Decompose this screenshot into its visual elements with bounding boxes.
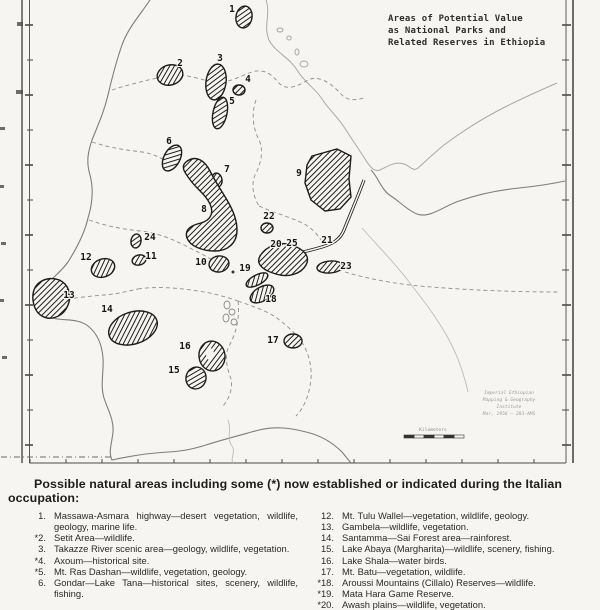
svg-text:Imperial Ethiopian: Imperial Ethiopian (484, 391, 534, 396)
area-number-24: 24 (144, 232, 156, 243)
legend-item-number: 6. (38, 576, 46, 588)
legend-section (0, 470, 600, 610)
legend-item-number: 3. (38, 543, 46, 555)
area-number-11: 11 (145, 251, 157, 262)
legend-item (12, 577, 298, 599)
legend-item-text: Awash plains—wildlife, vegetation. (342, 599, 486, 610)
legend-item (300, 588, 588, 599)
svg-text:as National Parks and: as National Parks and (388, 26, 506, 36)
area-number-23: 23 (340, 261, 352, 272)
legend-item-text: Axoum—historical site. (54, 554, 150, 566)
area-number-6: 6 (166, 136, 172, 147)
area-number-12: 12 (80, 252, 92, 263)
area-number-3: 3 (217, 53, 223, 64)
area-number-5: 5 (229, 96, 235, 107)
svg-text:Kilometers: Kilometers (419, 428, 447, 433)
legend-item-text: Aroussi Mountains (Cillalo) Reserves—wildlife. (342, 576, 536, 588)
area-number-19: 19 (239, 263, 251, 274)
area-number-18: 18 (265, 294, 277, 305)
area-number-22: 22 (263, 211, 275, 222)
legend-item-number: 15. (320, 543, 334, 555)
area-number-16: 16 (179, 341, 191, 352)
legend-right-column (300, 510, 588, 610)
area-number-1: 1 (229, 4, 235, 15)
legend-item-number: 12. (320, 510, 334, 521)
area-number-14: 14 (101, 304, 113, 315)
legend-left-column (12, 510, 298, 599)
legend-item (300, 521, 588, 532)
area-number-13: 13 (63, 290, 75, 301)
legend-item (300, 543, 588, 554)
legend-item (12, 555, 298, 566)
area-number-10: 10 (195, 257, 207, 268)
area-number-8: 8 (201, 204, 207, 215)
legend-item-number: 13. (320, 521, 334, 533)
legend-item (12, 510, 298, 532)
legend-item-text: Lake Abaya (Margharita)—wildlife, scenery, fishing. (342, 543, 555, 555)
legend-item-number: *19. (317, 588, 334, 600)
legend-item-text: Setit Area—wildlife. (54, 532, 135, 544)
area-number-15: 15 (168, 365, 180, 376)
legend-item-number: *5. (34, 565, 46, 577)
legend-item-number: *18. (317, 576, 334, 588)
legend-item-text: Mt. Tulu Wallel—vegetation, wildlife, geology. (342, 510, 530, 521)
area-number-2: 2 (177, 58, 183, 69)
legend-item-number: 14. (320, 532, 334, 544)
legend-item-text: Mt. Batu—vegetation, wildlife. (342, 565, 466, 577)
area-number-20: 20 (270, 239, 282, 250)
legend-caption: Possible natural areas including some (*) now established or indicated during the Italian occupation: (8, 477, 563, 505)
svg-text:Related Reserves in Ethiopia: Related Reserves in Ethiopia (388, 38, 546, 48)
legend-item-text: Santamma—Sai Forest area—rainforest. (342, 532, 512, 544)
legend-item-number: 17. (320, 565, 334, 577)
legend-item (300, 577, 588, 588)
area-number-21: 21 (321, 235, 333, 246)
legend-item (300, 599, 588, 610)
svg-text:Mar, 1956 — 283-AMS: Mar, 1956 — 283-AMS (482, 412, 536, 417)
area-number-25: 25 (286, 238, 298, 249)
legend-item (300, 510, 588, 521)
legend-item-number: *20. (317, 599, 334, 610)
legend-item-text: Massawa-Asmara highway—desert vegetation, wildlife, geology, marine life. (54, 510, 298, 533)
legend-item (12, 532, 298, 543)
legend-item (12, 543, 298, 554)
legend-item-text: Gambela—wildlife, vegetation. (342, 521, 469, 533)
area-number-7: 7 (224, 164, 230, 175)
legend-item-number: 16. (320, 554, 334, 566)
legend-item (300, 566, 588, 577)
legend-item (300, 532, 588, 543)
legend-item-text: Takazze River scenic area—geology, wildlife, vegetation. (54, 543, 290, 555)
svg-text:Areas of Potential Value: Areas of Potential Value (388, 14, 523, 24)
svg-text:Institute: Institute (496, 405, 522, 410)
legend-item-text: Mata Hara Game Reserve. (342, 588, 455, 600)
legend-item-text: Lake Shala—water birds. (342, 554, 447, 566)
legend-item (12, 566, 298, 577)
legend-item-text: Mt. Ras Dashan—wildlife, vegetation, geology. (54, 565, 248, 577)
area-number-9: 9 (296, 168, 302, 179)
legend-item-number: *2. (34, 532, 46, 544)
area-number-17: 17 (267, 335, 279, 346)
area-number-4: 4 (245, 74, 251, 85)
legend-item (300, 555, 588, 566)
legend-item-number: 1. (38, 510, 46, 521)
legend-item-number: *4. (34, 554, 46, 566)
svg-text:Mapping & Geography: Mapping & Geography (482, 398, 536, 403)
legend-item-text: Gondar—Lake Tana—historical sites, scenery, wildlife, fishing. (54, 576, 298, 600)
